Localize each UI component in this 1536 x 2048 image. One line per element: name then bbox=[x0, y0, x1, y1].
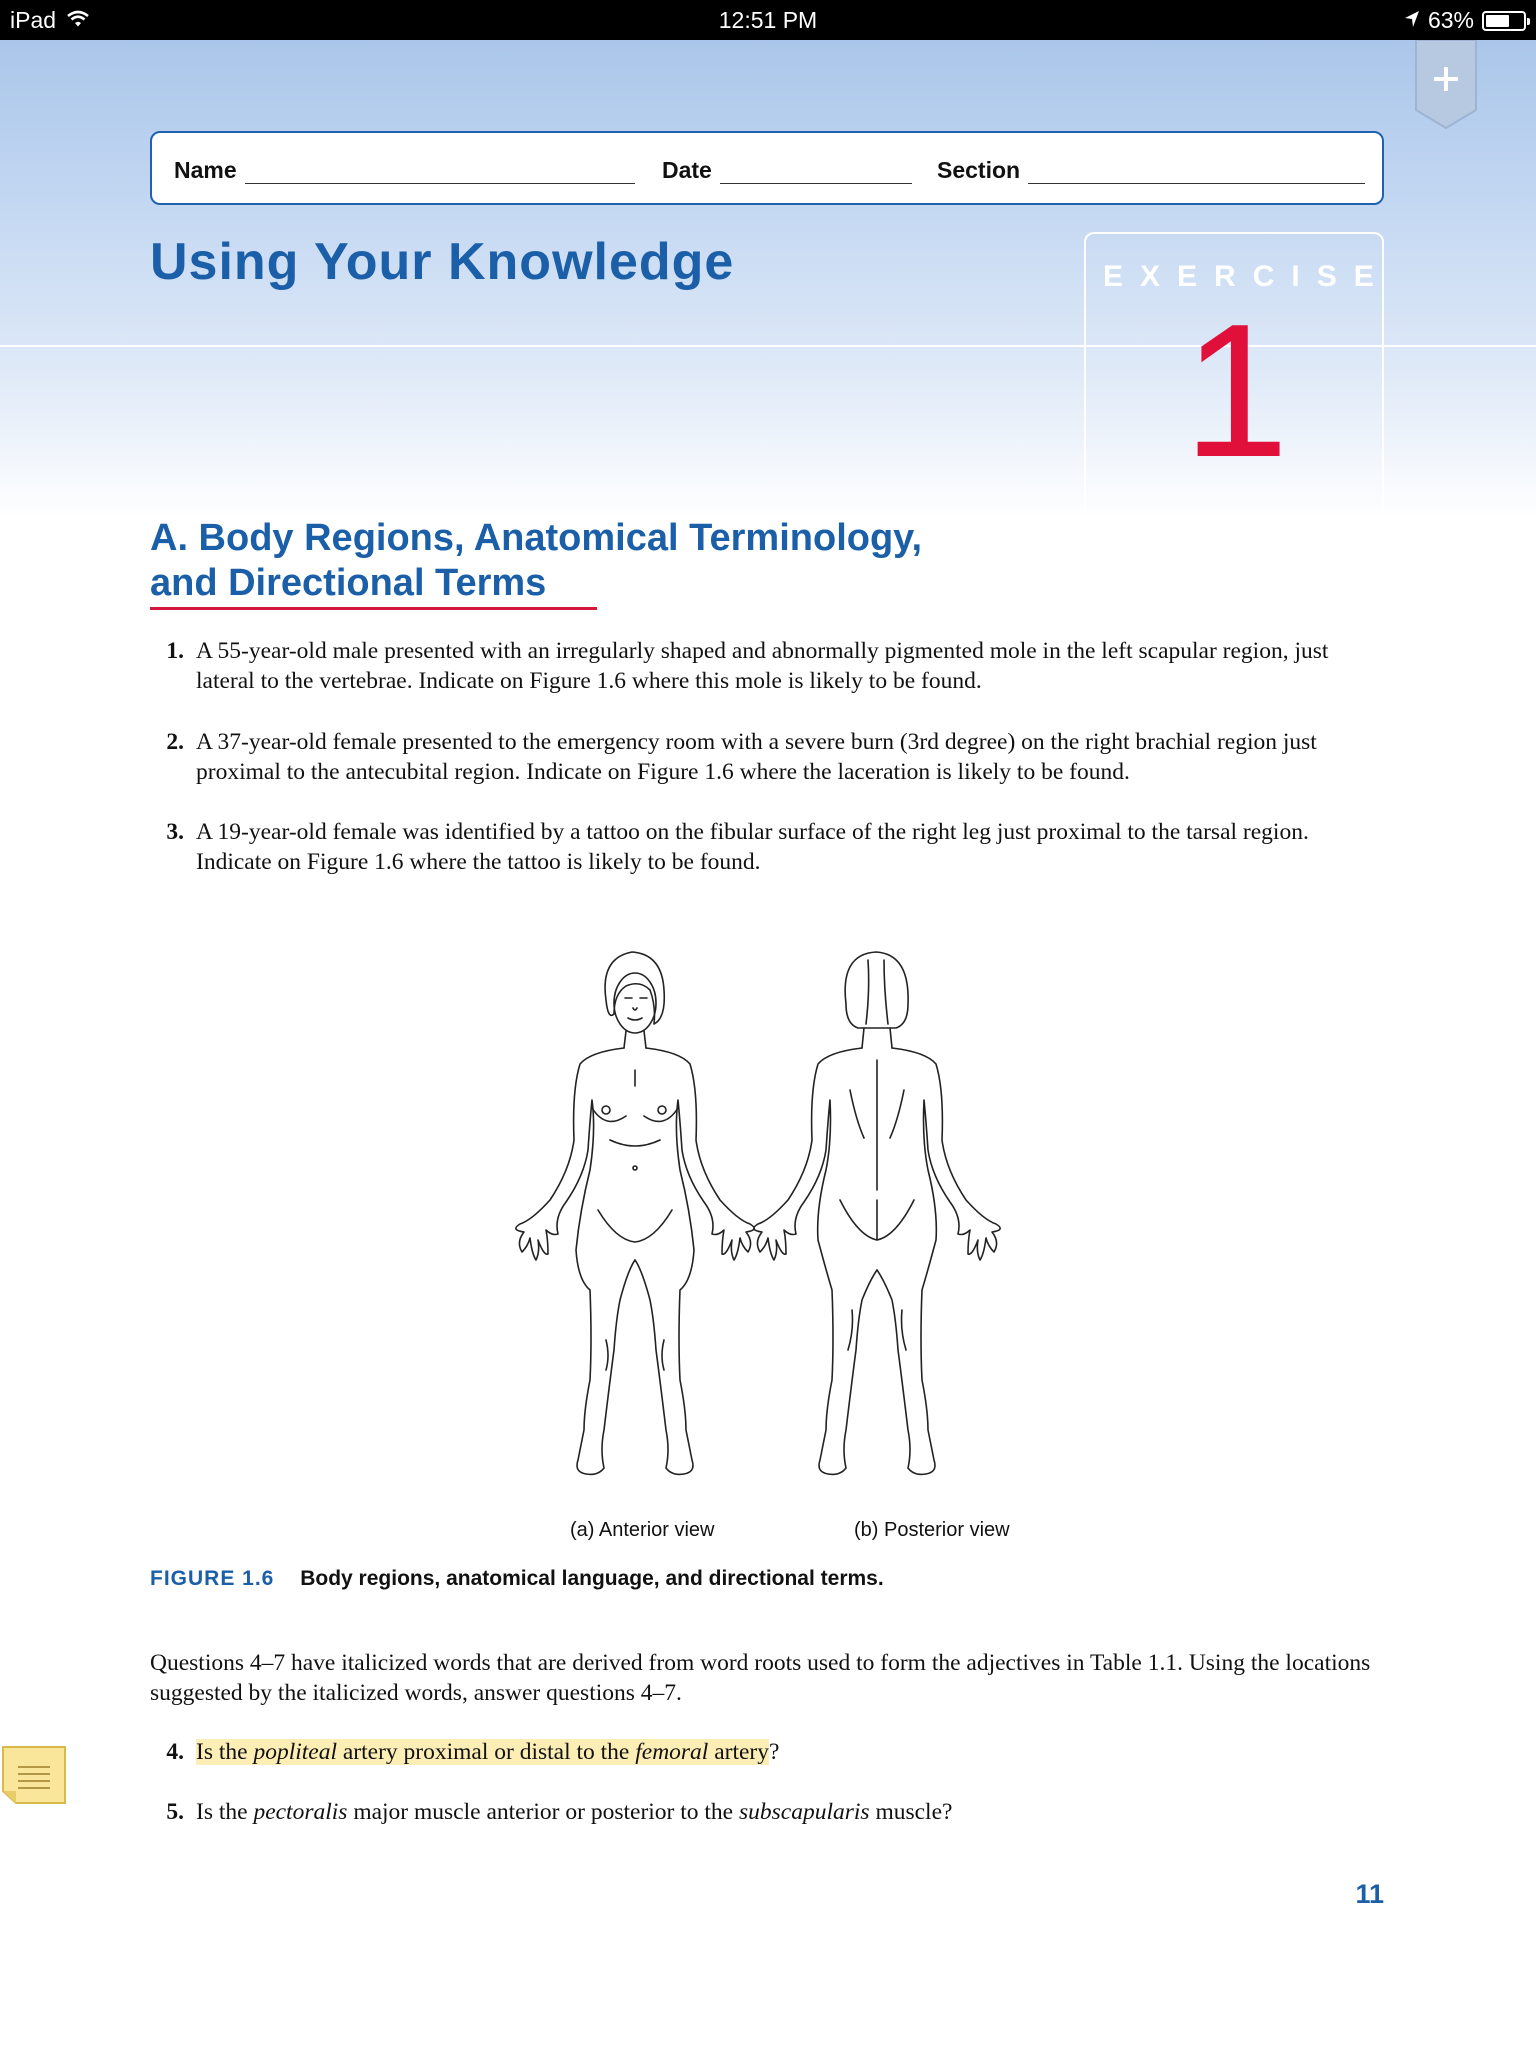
q5-text: Is the bbox=[196, 1799, 254, 1825]
section-line[interactable] bbox=[1028, 163, 1365, 184]
question-text: A 37-year-old female presented to the emergency room with a severe burn (3rd degree) on the right brachial region just proximal to the antecubital region. Indicate on Figure 1.6 where the laceration is likely to be found. bbox=[196, 729, 1317, 785]
name-label: Name bbox=[174, 157, 237, 183]
q5-term-subscapularis: subscapularis bbox=[739, 1799, 870, 1825]
question-text: A 55-year-old male presented with an irregularly shaped and abnormally pigmented mole in the left scapular region, just lateral to the vertebrae. Indicate on Figure 1.6 where this mole is likely to be found. bbox=[196, 638, 1329, 694]
q4-text: Is the bbox=[196, 1739, 254, 1765]
q4-text: artery proximal or distal to the bbox=[336, 1739, 636, 1765]
location-arrow-icon bbox=[1404, 7, 1420, 34]
caption-posterior: (b) Posterior view bbox=[854, 1519, 1010, 1541]
question-number: 5. bbox=[166, 1799, 184, 1825]
section-title-line2: and Directional Terms bbox=[150, 562, 547, 604]
page-number: 11 bbox=[1355, 1879, 1384, 1909]
body-figure bbox=[480, 940, 1060, 1500]
q4-text: artery bbox=[708, 1739, 770, 1765]
status-time: 12:51 PM bbox=[718, 7, 818, 33]
figure-title bbox=[150, 1567, 884, 1591]
instructions-paragraph: Questions 4–7 have italicized words that are derived from word roots used to form the adjectives in Table 1.1. Using the locations suggested by the italicized words, answer questions 4–7. bbox=[150, 1650, 1371, 1706]
question-number: 4. bbox=[166, 1739, 184, 1765]
exercise-label: EXERCISE bbox=[1103, 260, 1391, 293]
section-underline bbox=[150, 607, 597, 610]
date-field[interactable] bbox=[662, 157, 912, 184]
exercise-badge bbox=[1084, 232, 1391, 512]
question-text bbox=[196, 1737, 1390, 1767]
device-name: iPad bbox=[10, 7, 57, 33]
highlighted-text[interactable] bbox=[196, 1739, 769, 1765]
q5-text: major muscle anterior or posterior to the bbox=[347, 1799, 739, 1825]
note-icon[interactable] bbox=[2, 1743, 66, 1807]
question-text: A 19-year-old female was identified by a tattoo on the fibular surface of the right leg just proximal to the tarsal region. Indicate on Figure 1.6 where the tattoo is likely to be found. bbox=[196, 819, 1309, 875]
section-title-line1: A. Body Regions, Anatomical Terminology, bbox=[150, 517, 923, 559]
question-number: 2. bbox=[166, 729, 184, 755]
page-kicker: Using Your Knowledge bbox=[150, 233, 735, 291]
status-bar bbox=[0, 0, 1536, 40]
battery-icon bbox=[1482, 11, 1526, 31]
exercise-number: 1 bbox=[1183, 285, 1289, 497]
question-text bbox=[196, 1797, 1390, 1827]
name-line[interactable] bbox=[245, 163, 635, 184]
battery-percent: 63% bbox=[1427, 7, 1474, 33]
student-info-bar bbox=[150, 131, 1384, 205]
posterior-body-outline bbox=[754, 952, 1000, 1474]
status-right bbox=[1404, 7, 1526, 34]
q4-end: ? bbox=[769, 1739, 780, 1765]
date-label: Date bbox=[662, 157, 712, 183]
section-field[interactable] bbox=[937, 157, 1365, 184]
q5-text: muscle? bbox=[869, 1799, 953, 1825]
name-field[interactable] bbox=[174, 157, 635, 184]
wifi-icon bbox=[66, 7, 90, 34]
figure-caption: Body regions, anatomical language, and directional terms. bbox=[300, 1567, 884, 1590]
q4-term-popliteal: popliteal bbox=[253, 1739, 337, 1765]
question-number: 3. bbox=[166, 819, 184, 845]
question-number: 1. bbox=[166, 638, 184, 664]
section-title bbox=[150, 516, 1100, 606]
battery-fill bbox=[1486, 15, 1509, 27]
date-line[interactable] bbox=[720, 163, 912, 184]
status-left bbox=[10, 7, 90, 34]
figure-label: FIGURE 1.6 bbox=[150, 1567, 275, 1590]
q5-term-pectoralis: pectoralis bbox=[253, 1799, 348, 1825]
caption-anterior: (a) Anterior view bbox=[570, 1519, 715, 1541]
anterior-body-outline bbox=[516, 952, 754, 1474]
section-label: Section bbox=[937, 157, 1021, 183]
add-bookmark-icon[interactable] bbox=[1414, 40, 1478, 132]
q4-term-femoral: femoral bbox=[635, 1739, 709, 1765]
